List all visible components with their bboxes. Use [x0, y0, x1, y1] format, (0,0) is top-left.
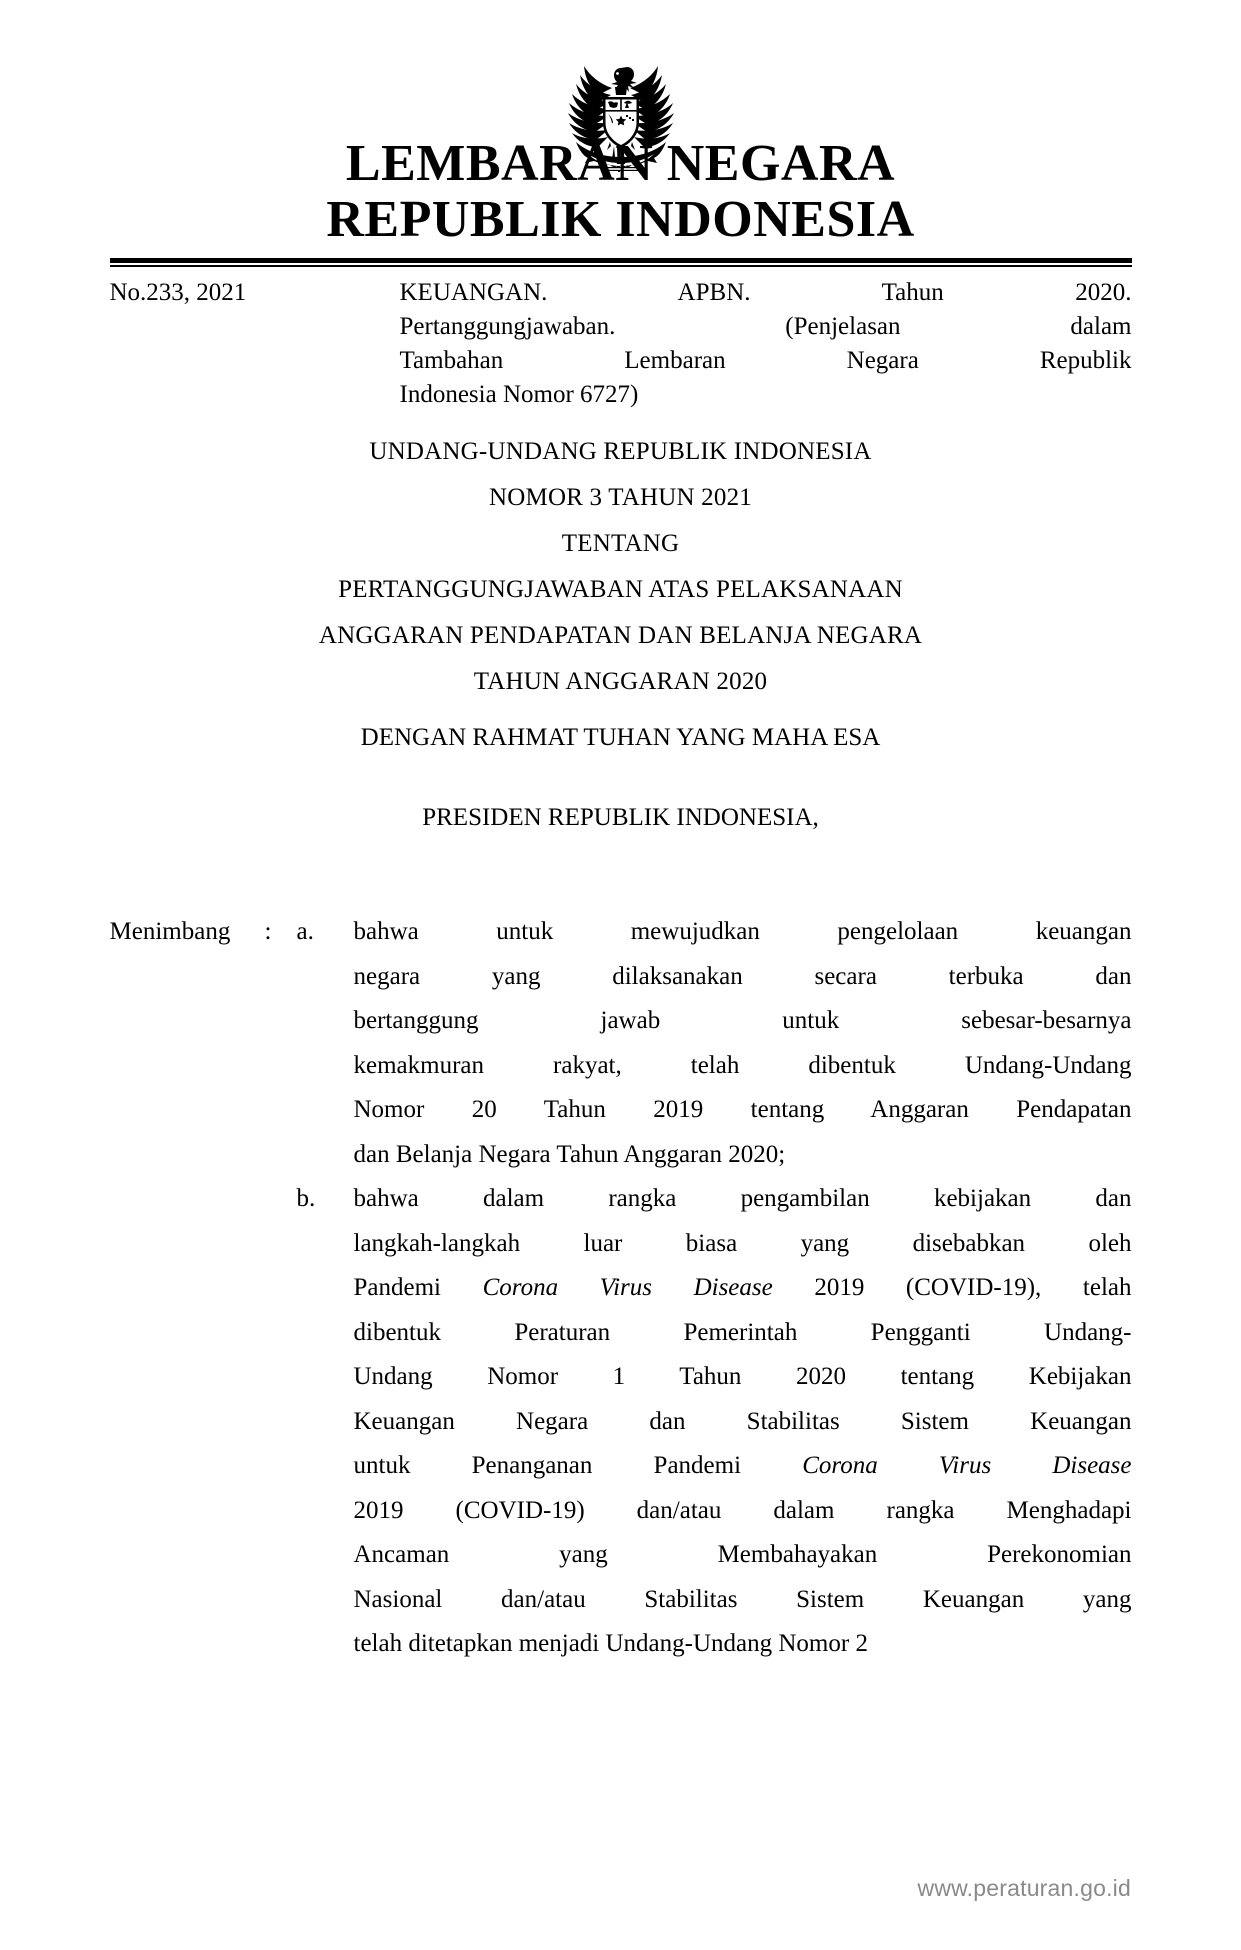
- body-line: Pandemi Corona Virus Disease 2019 (COVID-19), telah: [353, 1274, 1132, 1302]
- keyword-line: Indonesia Nomor 6727): [399, 380, 639, 408]
- body-line: Nomor 20 Tahun 2019 tentang Anggaran Pendapatan: [353, 1096, 1132, 1124]
- body-line: 2019 (COVID-19) dan/atau dalam rangka Menghadapi: [353, 1496, 1132, 1524]
- body-line: Nasional dan/atau Stabilitas Sistem Keuangan yang: [353, 1585, 1132, 1613]
- office-line: PRESIDEN REPUBLIK INDONESIA,: [422, 804, 819, 832]
- document-title-block: [110, 439, 1132, 694]
- considering-letter-a: a.: [296, 918, 314, 946]
- body-line: bertanggung jawab untuk sebesar-besarnya: [353, 1007, 1132, 1035]
- footer-watermark-url: www.peraturan.go.id: [917, 1875, 1131, 1901]
- title-law-number: NOMOR 3 TAHUN 2021: [489, 484, 752, 512]
- salutation-spacer: [110, 752, 1132, 804]
- body-line: dan Belanja Negara Tahun Anggaran 2020;: [353, 1140, 786, 1168]
- salutation-block: [110, 724, 1132, 832]
- keyword-line: KEUANGAN. APBN. Tahun 2020.: [399, 279, 1132, 307]
- title-subject-line-2: ANGGARAN PENDAPATAN DAN BELANJA NEGARA: [318, 622, 923, 650]
- considering-colon: :: [264, 918, 272, 946]
- title-subject-line-1: PERTANGGUNGJAWABAN ATAS PELAKSANAAN: [338, 576, 903, 604]
- body-line: telah ditetapkan menjadi Undang-Undang Nomor 2: [353, 1630, 868, 1658]
- keyword-line: Tambahan Lembaran Negara Republik: [399, 346, 1132, 374]
- gazette-header-row: [110, 276, 1132, 411]
- body-line: langkah-langkah luar biasa yang disebabkan oleh: [353, 1229, 1132, 1257]
- keyword-line: Pertanggungjawaban. (Penjelasan dalam: [399, 313, 1132, 341]
- body-line: dibentuk Peraturan Pemerintah Pengganti Undang-: [353, 1318, 1132, 1346]
- body-line: bahwa dalam rangka pengambilan kebijakan dan: [353, 1185, 1132, 1213]
- title-tentang: TENTANG: [561, 530, 680, 558]
- considering-text-b: [354, 1177, 1132, 1667]
- considering-letter-b: b.: [296, 1185, 316, 1213]
- body-line: Keuangan Negara dan Stabilitas Sistem Keuangan: [353, 1407, 1132, 1435]
- body-line: Ancaman yang Membahayakan Perekonomian: [353, 1541, 1132, 1569]
- body-line: kemakmuran rakyat, telah dibentuk Undang-Undang: [353, 1051, 1132, 1079]
- body-line: untuk Penanganan Pandemi Corona Virus Disease: [353, 1452, 1132, 1480]
- considering-text-a: [354, 910, 1132, 1177]
- considering-item-a: [110, 910, 1132, 1177]
- considering-item-b: [110, 1177, 1132, 1667]
- masthead-line-2: REPUBLIK INDONESIA: [326, 191, 915, 249]
- considering-label: Menimbang: [109, 918, 231, 946]
- body-line: Undang Nomor 1 Tahun 2020 tentang Kebijakan: [353, 1363, 1132, 1391]
- title-law-type: UNDANG-UNDANG REPUBLIK INDONESIA: [369, 438, 872, 466]
- masthead-line-1: LEMBARAN NEGARA: [345, 135, 896, 192]
- body-line: negara yang dilaksanakan secara terbuka dan: [353, 962, 1132, 990]
- divider-thin-line: [110, 265, 1132, 267]
- gazette-keywords: [400, 276, 1132, 411]
- header-divider: [110, 258, 1132, 267]
- masthead: [0, 136, 1241, 248]
- title-subject-line-3: TAHUN ANGGARAN 2020: [473, 668, 768, 696]
- emblem-container: [0, 0, 1241, 130]
- body-line: bahwa untuk mewujudkan pengelolaan keuangan: [353, 918, 1132, 946]
- considering-section: [110, 910, 1132, 1667]
- gazette-number: No.233, 2021: [109, 279, 247, 307]
- blessing-line: DENGAN RAHMAT TUHAN YANG MAHA ESA: [360, 724, 881, 752]
